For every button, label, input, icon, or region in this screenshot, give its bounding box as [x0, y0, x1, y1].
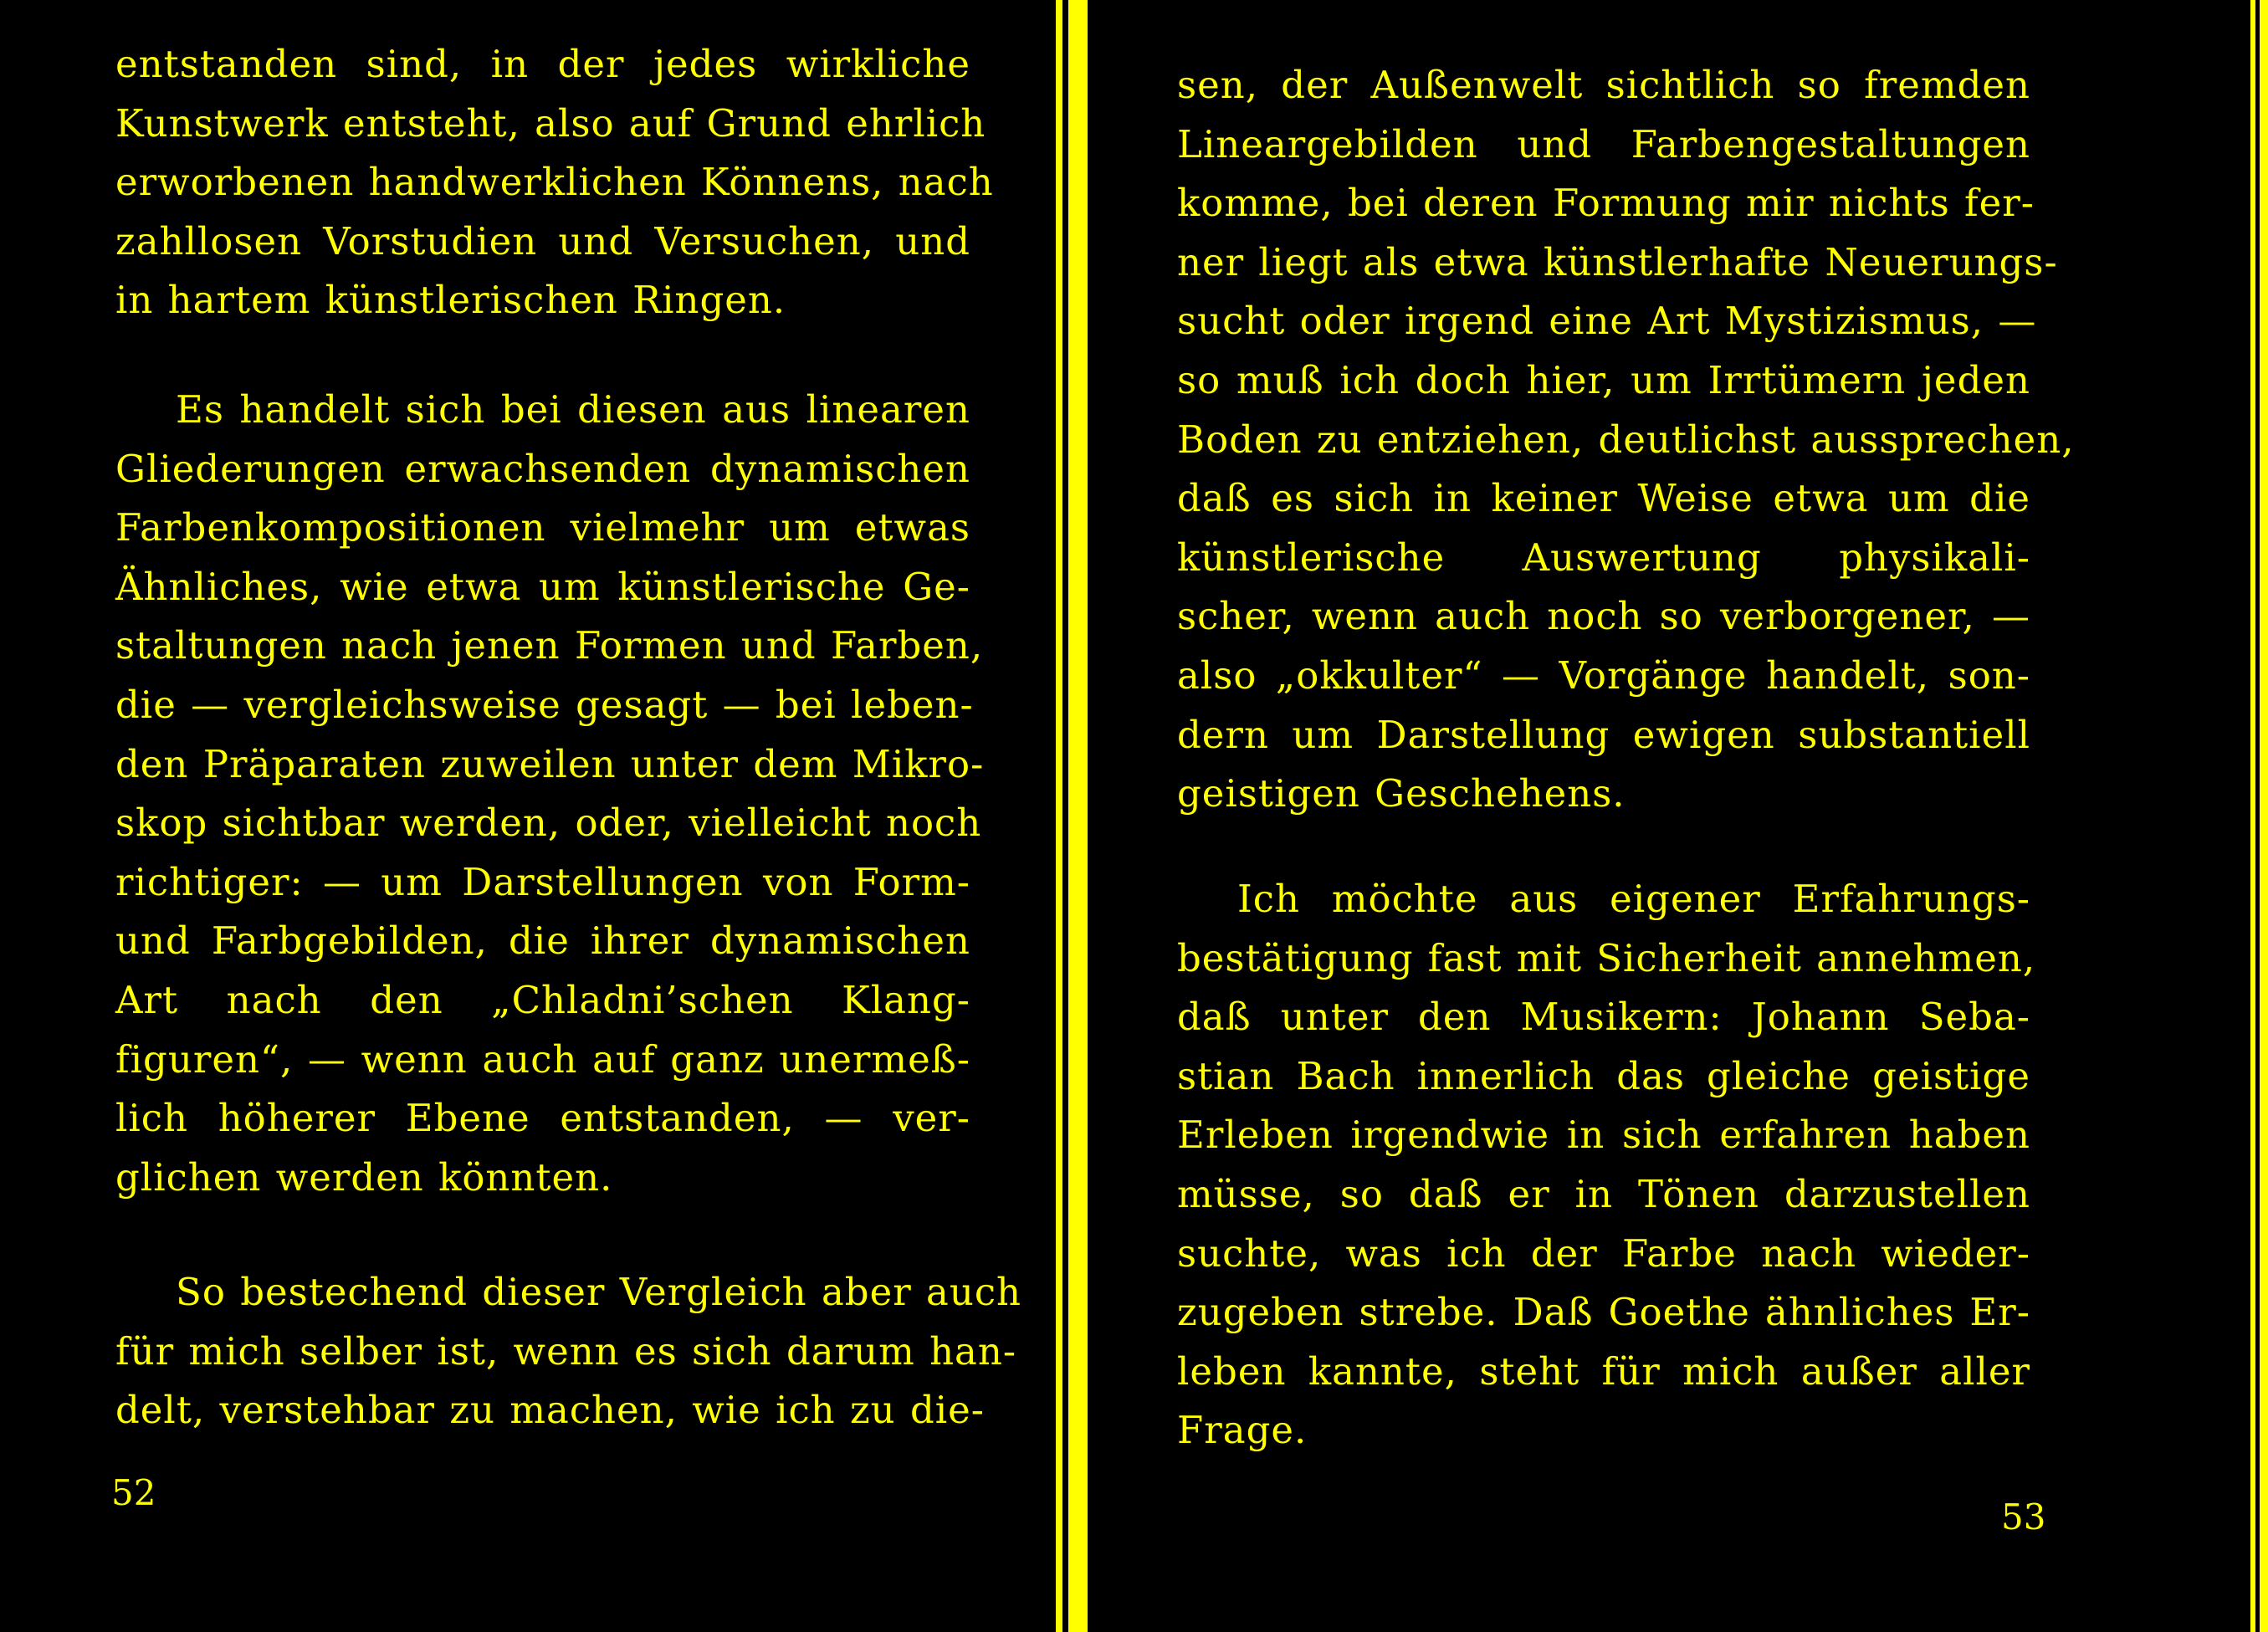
text-line: stian Bach innerlich das gleiche geistige	[1177, 1053, 2030, 1098]
right-page	[1088, 0, 2268, 1632]
text-line: also „okkulter“ — Vorgänge handelt, son-	[1177, 652, 2030, 698]
text-line: Ähnliches, wie etwa um künstlerische Ge-	[115, 564, 970, 609]
text-line: lich höherer Ebene entstanden, — ver-	[115, 1096, 970, 1141]
text-line: entstanden sind, in der jedes wirkliche	[115, 42, 970, 86]
text-line: richtiger: — um Darstellungen von Form-	[115, 859, 970, 904]
text-line: sucht oder irgend eine Art Mystizismus, —	[1177, 299, 2037, 344]
text-line: delt, verstehbar zu machen, wie ich zu die-	[115, 1388, 985, 1433]
text-line: so muß ich doch hier, um Irrtümern jeden	[1177, 357, 2030, 402]
text-line: Art nach den „Chladni’schen Klang-	[115, 977, 970, 1022]
text-line: und Farbgebilden, die ihrer dynamischen	[115, 918, 970, 964]
text-line: künstlerische Auswertung physikali-	[1177, 535, 2030, 580]
text-line: sen, der Außenwelt sichtlich so fremden	[1177, 63, 2030, 107]
text-line: daß unter den Musikern: Johann Seba-	[1177, 995, 2030, 1040]
text-line: Gliederungen erwachsenden dynamischen	[115, 446, 970, 491]
text-line: suchte, was ich der Farbe nach wieder-	[1177, 1230, 2030, 1276]
right-paragraph-2	[1177, 870, 2036, 1461]
text-line: So bestechend dieser Vergleich aber auch	[176, 1270, 1022, 1314]
text-line: in hartem künstlerischen Ringen.	[115, 278, 786, 323]
text-line: ner liegt als etwa künstlerhafte Neuerungs-	[1177, 239, 2058, 284]
text-line: scher, wenn auch noch so verborgener, —	[1177, 594, 2030, 639]
text-line: Boden zu entziehen, deutlichst aussprechen,	[1177, 417, 2075, 462]
text-line: müsse, so daß er in Tönen darzustellen	[1177, 1171, 2030, 1216]
text-line: skop sichtbar werden, oder, vielleicht noch	[115, 801, 982, 846]
text-line: daß es sich in keiner Weise etwa um die	[1177, 476, 2030, 521]
text-line: staltungen nach jenen Formen und Farben,	[115, 623, 984, 668]
text-line: den Präparaten zuweilen unter dem Mikro-	[115, 741, 985, 786]
text-line: die — vergleichsweise gesagt — bei leben-	[115, 682, 974, 727]
text-line: zugeben strebe. Daß Goethe ähnliches Er-	[1177, 1290, 2030, 1335]
page-number: 53	[2001, 1496, 2046, 1537]
text-line: für mich selber ist, wenn es sich darum han-	[115, 1328, 1017, 1374]
text-line: leben kannte, steht für mich außer aller	[1177, 1348, 2030, 1394]
right-edge-line	[2255, 0, 2260, 1632]
left-page	[0, 0, 1056, 1632]
text-line: figuren“, — wenn auch auf ganz unermeß-	[115, 1036, 970, 1082]
text-line: bestätigung fast mit Sicherheit annehmen,	[1177, 935, 2036, 980]
text-line: zahllosen Vorstudien und Versuchen, und	[115, 218, 970, 263]
text-line: Lineargebilden und Farbengestaltungen	[1177, 121, 2030, 166]
left-paragraph-3	[115, 1263, 1022, 1440]
text-line: Erleben irgendwie in sich erfahren haben	[1177, 1113, 2030, 1158]
text-line: Frage.	[1177, 1408, 1308, 1453]
text-line: glichen werden könnten.	[115, 1154, 613, 1200]
text-line: komme, bei deren Formung mir nichts fer-	[1177, 181, 2035, 226]
text-line: geistigen Geschehens.	[1177, 771, 1625, 816]
text-line: Es handelt sich bei diesen aus linearen	[176, 387, 970, 432]
text-line: Farbenkompositionen vielmehr um etwas	[115, 505, 970, 550]
left-paragraph-1	[115, 35, 994, 330]
right-paragraph-1	[1177, 56, 2075, 824]
page-number: 52	[111, 1472, 156, 1513]
left-paragraph-2	[115, 381, 985, 1207]
text-line: Kunstwerk entsteht, also auf Grund ehrlich	[115, 100, 986, 146]
text-line: erworbenen handwerklichen Könnens, nach	[115, 160, 994, 205]
text-line: dern um Darstellung ewigen substantiell	[1177, 712, 2030, 757]
gutter-divider	[1062, 0, 1068, 1632]
text-line: Ich möchte aus eigener Erfahrungs-	[1237, 877, 2030, 921]
page-gutter	[1056, 0, 1088, 1632]
